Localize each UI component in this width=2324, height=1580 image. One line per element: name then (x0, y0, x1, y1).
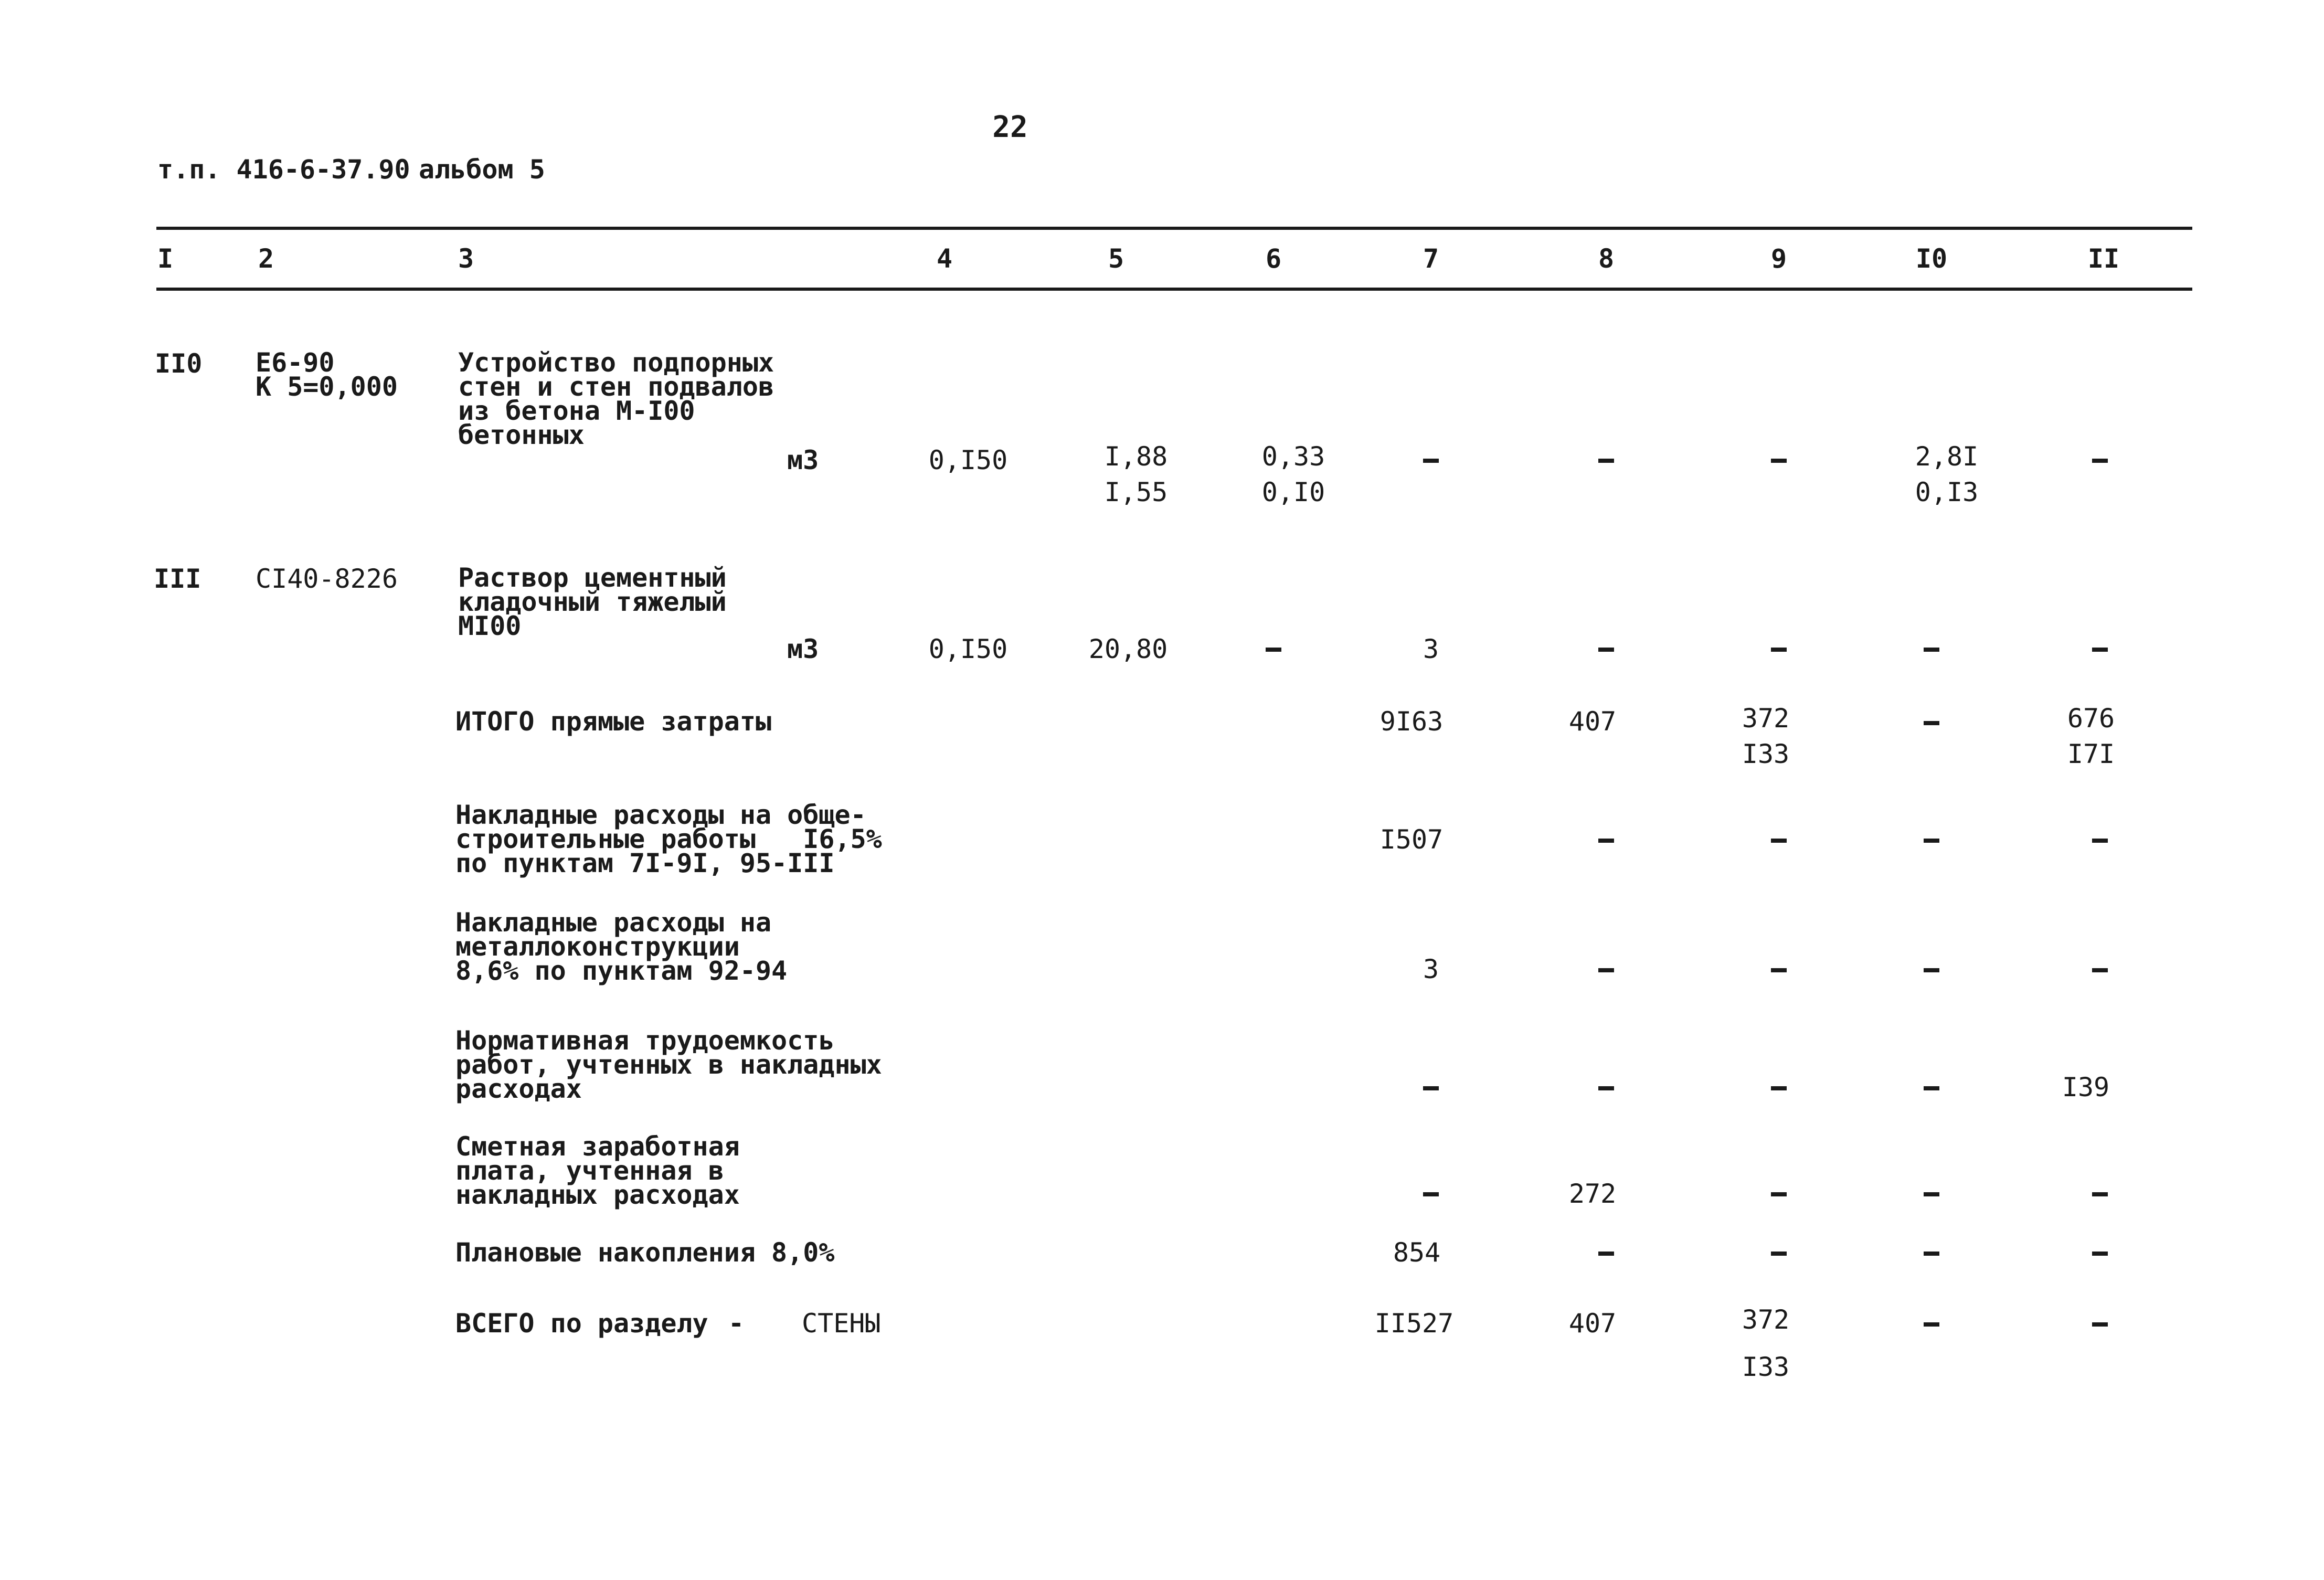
row-col5-values: I,88 I,55 (1104, 441, 1168, 507)
page-number: 22 (992, 110, 1028, 144)
dash (1771, 1192, 1787, 1196)
dash (2092, 1322, 2108, 1327)
row-quantity: 0,I50 (928, 445, 1008, 475)
dash (1423, 1086, 1439, 1090)
dash (1771, 839, 1787, 843)
dash (1771, 459, 1787, 463)
column-header-6: 6 (1265, 243, 1282, 274)
column-header-8: 8 (1598, 243, 1615, 274)
dash (1924, 839, 1939, 843)
dash (1423, 459, 1439, 463)
row-col5-value: 20,80 (1088, 634, 1168, 664)
dash (2092, 648, 2108, 652)
row-col7-value: 3 (1423, 634, 1439, 664)
dash (1924, 1192, 1939, 1196)
labor-intensity-col11-value: I39 (2062, 1072, 2110, 1102)
total-col7-value: 9I63 (1379, 706, 1444, 737)
column-header-9: 9 (1770, 243, 1787, 274)
dash (1771, 968, 1787, 972)
overhead-general-label: Накладные расходы на обще- строительные работы I6,5% по пунктам 7I-9I, 95-III (455, 800, 882, 878)
dash (1771, 648, 1787, 652)
dash (1924, 1322, 1939, 1327)
dash (1771, 1086, 1787, 1090)
album-label: альбом 5 (419, 154, 545, 185)
dash (2092, 1192, 2108, 1196)
dash (1598, 839, 1614, 843)
column-header-5: 5 (1108, 243, 1124, 274)
row-col10-values: 2,8I 0,I3 (1915, 441, 1979, 507)
row-number: II0 (155, 348, 203, 379)
dash (1924, 721, 1939, 725)
dash (1924, 648, 1939, 652)
dash (2092, 459, 2108, 463)
dash (1598, 968, 1614, 972)
total-col11-values: 676 I7I (2067, 703, 2115, 769)
grand-total-section-name: СТЕНЫ (802, 1308, 881, 1339)
dash (2092, 968, 2108, 972)
document-reference: т.п. 416-6-37.90 (157, 154, 410, 185)
column-header-7: 7 (1423, 243, 1439, 274)
grand-total-label-dash: - (728, 1308, 745, 1339)
dash (2092, 839, 2108, 843)
estimated-wages-label: Сметная заработная плата, учтенная в накладных расходах (455, 1131, 740, 1210)
row-col6-values: 0,33 0,I0 (1261, 441, 1325, 507)
total-label: ИТОГО прямые затраты (455, 706, 772, 737)
row-unit: м3 (787, 634, 819, 664)
dash (1924, 968, 1939, 972)
header-top-rule (156, 227, 2192, 230)
grand-total-col9-values: 372 I33 (1742, 1305, 1790, 1382)
overhead-metal-col7-value: 3 (1423, 954, 1439, 984)
planned-savings-label: Плановые накопления 8,0% (455, 1237, 835, 1268)
column-header-10: I0 (1915, 243, 1948, 274)
dash (2092, 1252, 2108, 1256)
header-bottom-rule (156, 288, 2192, 291)
column-header-1: I (157, 243, 174, 274)
overhead-general-col7-value: I507 (1379, 824, 1444, 855)
total-col8-value: 407 (1568, 706, 1617, 737)
labor-intensity-label: Нормативная трудоемкость работ, учтенных в накладных расходах (455, 1025, 882, 1104)
dash (1598, 1252, 1614, 1256)
dash (1924, 1086, 1939, 1090)
estimated-wages-col8-value: 272 (1568, 1179, 1617, 1209)
row-number: III (154, 564, 201, 594)
dash (1771, 1252, 1787, 1256)
column-header-3: 3 (458, 243, 474, 274)
total-col9-values: 372 I33 (1742, 703, 1790, 769)
planned-savings-col7-value: 854 (1393, 1237, 1441, 1268)
dash (1266, 648, 1281, 652)
row-description: Раствор цементный кладочный тяжелый МI00 (458, 563, 727, 641)
overhead-metal-label: Накладные расходы на металлоконструкции 8,6% по пунктам 92-94 (455, 907, 788, 986)
row-code: СI40-8226 (256, 564, 398, 594)
dash (1598, 1086, 1614, 1090)
column-header-2: 2 (258, 243, 274, 274)
grand-total-col8-value: 407 (1568, 1308, 1617, 1339)
dash (1423, 1192, 1439, 1196)
row-description: Устройство подпорных стен и стен подвалов из бетона М-I00 бетонных (458, 347, 774, 450)
dash (1598, 648, 1614, 652)
column-header-11: II (2087, 243, 2120, 274)
dash (1924, 1252, 1939, 1256)
column-header-4: 4 (936, 243, 953, 274)
row-code: Е6-90 К 5=0,000 (256, 347, 398, 402)
row-quantity: 0,I50 (928, 634, 1008, 664)
row-unit: м3 (787, 445, 819, 475)
grand-total-label: ВСЕГО по разделу (455, 1308, 708, 1339)
grand-total-col7-value: II527 (1374, 1308, 1454, 1339)
dash (1598, 459, 1614, 463)
